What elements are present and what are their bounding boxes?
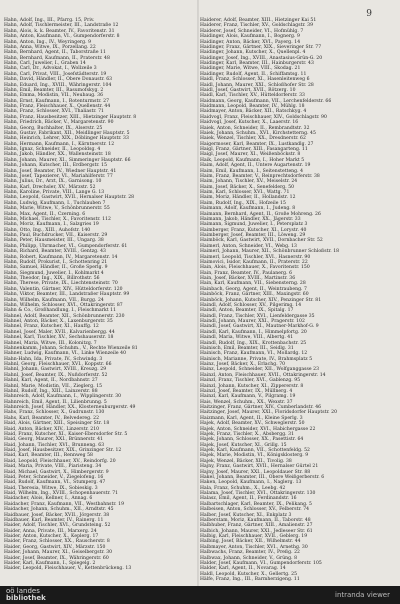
directory-entry: Hahnreich, Emil, Agent, II., Lilienbrunng. 5 xyxy=(4,399,107,405)
directory-entry: Haider, Anna, Private, III., Marxerg. 24 xyxy=(4,528,97,534)
directory-entry: Haim, Moriz, Händler, II., Hollandstr. 12 xyxy=(200,195,296,201)
directory-entry: Haigl, Franz, Gärtner, XIII., Fasangarteng. 11 xyxy=(200,147,308,152)
directory-entry: Hahn, Samuel, Händler, II., Große Sperlg. 9 xyxy=(4,265,108,271)
directory-entry: Hajny, Josef, Maurer, XXI., Leopoldauer Str. 88 xyxy=(200,469,311,475)
directory-entry: Hain, Josef, Bäcker, XVIII., Martinstr. 36 xyxy=(200,276,296,281)
right-column xyxy=(200,18,392,582)
directory-entry: Hahs, Karl, Beamter, IV., Belvedereg. 22 xyxy=(4,415,100,421)
directory-entry: Hahn, Josef, Beamter, IV., Wiedner Hauptstr. 41 xyxy=(4,168,117,174)
directory-entry: Haider, Karl, Kaufmann, I., Spiegelg. 2 xyxy=(4,560,96,566)
directory-entry: Hahn, Ernst, Kaufmann, I., Rotenturmstr. 27 xyxy=(4,98,110,104)
directory-entry: Halama, Josef, Tischler, XVI., Ottakringerstr. 130 xyxy=(200,491,316,496)
directory-entry: Haidinger, Karl, Beamter, III., Hainburgerstr. 43 xyxy=(200,61,314,66)
directory-entry: Halbmayer, Anton, Tischler, XVI., Arnethg. 30 xyxy=(200,544,308,550)
directory-entry: Haken, Leopold, Kaufmann, I., Naglerg. 13 xyxy=(200,480,302,486)
directory-entry: Haid, Anton, Bäcker, XIV., Linzerstr. 210 xyxy=(4,426,100,432)
directory-entry: Haimann, Jakob, Händler, XX., Jägerstr. 33 xyxy=(200,216,301,222)
directory-entry: Haider, Anton, Kutscher, X., Keplerg. 17 xyxy=(4,534,99,539)
directory-entry: Haider, Adolf, Tischler, XVI., Grundsteing. 52 xyxy=(4,523,111,529)
directory-entry: Hahn, Bernhard, Kaufmann, II., Praterstr. 48 xyxy=(4,55,110,61)
directory-entry: Halbhuber, Franz, Gärtner, XIII., Amalienstr. 27 xyxy=(200,523,313,529)
directory-entry: Hahn, Leopold, Gastwirt, XVII., Hernalser Hauptstr. 28 xyxy=(4,195,135,201)
directory-entry: Hahn, Robert, Kaufmann, IV., Margaretenstr. 14 xyxy=(4,254,118,260)
directory-entry: Haid, Josef, Hausbesitzer, XIX., Grinzinger Str. 12 xyxy=(4,448,122,453)
directory-entry: Haindl, Karl, Kaufmann, I., Himmelpfortg. 20 xyxy=(200,329,307,335)
directory-entry: Hahn, Heinrich, Lehrer, XIX., Döblinger Hauptstr. 33 xyxy=(4,136,129,142)
directory-entry: Hahn, Franz, Hausbesitzer, XIII., Hietzinger Hauptstr. 8 xyxy=(4,114,137,120)
directory-entry: Hahnl, Marie, Modistin, VII., Zieglerg. 15 xyxy=(4,383,103,389)
directory-entry: Hajek, Wenzel, Bäcker, XII., Tivolig. 38 xyxy=(200,458,292,464)
directory-entry: Haiderer, Adolf, Beamter, XIII., Hietzinger Kai 51 xyxy=(200,18,317,23)
directory-entry: Halder, Karl, Agent, II., Novarag. 14 xyxy=(200,566,286,572)
directory-entry: Hahn, Viktor, Beamter, III., Landstraßer Hauptstr. 99 xyxy=(4,292,130,298)
directory-entry: Hainzl, Josef, Beamter, IX., Müllnerg. 4 xyxy=(200,388,293,394)
directory-entry: Haidacher, Alois, Kellner, I., Annag. 6 xyxy=(4,496,93,502)
directory-entry: Haid, Theresia, Witwe, IX., Sobieskig. 3 xyxy=(4,485,98,491)
directory-entry: Haindl, Anton, Beamter, IX., Spitalg. 17 xyxy=(200,308,294,314)
directory-entry: Haider, Georg, Gastwirt, XIV., Märzstr. 150 xyxy=(4,544,106,550)
directory-entry: Hahnl, Johann, Gastwirt, XVIII., Kreuzg. 29 xyxy=(4,367,107,373)
directory-entry: Haidmann, Leopold, Beamter, IV., Mühlg. 18 xyxy=(200,104,305,109)
directory-entry: Haim, Adolf, Agent, II., Untere Augartenstr. 19 xyxy=(200,163,311,169)
directory-entry: Hahn, Therese, Private, IX., Liechtensteinstr. 70 xyxy=(4,281,118,287)
directory-entry: Halder, Josef, Kaufmann, VI., Gumpendorferstr. 105 xyxy=(200,560,322,566)
directory-entry: Haid, Wilhelm, Ing., XVIII., Schopenhauerstr. 71 xyxy=(4,491,119,496)
directory-entry: Hahn, Siegmund, Juwelier, I., Kohlmarkt 4 xyxy=(4,270,104,276)
directory-entry: Hahn, Bernhard, Agent, II., Taborstraße 11 xyxy=(4,50,106,56)
directory-entry: Halbartschlager, Karl, Beamter, IX., Pelikang. 5 xyxy=(200,501,312,507)
directory-entry: Haiek, Johann, Schuhm., XVI., Kirchstetterng. 45 xyxy=(200,130,316,136)
directory-entry: Haidinger, Johann, Kutscher, X., Quellenpl. 4 xyxy=(200,50,306,56)
directory-entry: Hahn, Wilhelm, Schlosser, XVI., Ottakringerstr. 87 xyxy=(4,302,123,308)
directory-entry: Hahn, Emma, Modistin, VII., Neubaug. 36 xyxy=(4,93,104,99)
directory-entry: Haimberger, Franz, Kutscher, XI., Lorystr. 40 xyxy=(200,227,307,233)
directory-entry: Haidmann, Georg, Kaufmann, VII., Lerchenfelderstr. 66 xyxy=(200,98,332,104)
directory-entry: Hahnel, Franz, Kutscher, XI., Hauffg. 12 xyxy=(4,324,99,330)
directory-entry: Haidl, Josef, Gastwirt, XVII., Rötzerg. 10 xyxy=(200,87,296,93)
directory-entry: Hajek, Adolf, Beamter, XV., Schweglerstr. 50 xyxy=(200,421,305,427)
directory-entry: Hahn, Ludwig, Kaufmann, I., Tuchlauben 7 xyxy=(4,200,106,206)
directory-entry: Haider, Leopold, Fleischhauer, V., Kettenbrückeng. 13 xyxy=(4,566,132,572)
directory-entry: Hahn, Adolf, Tischlermeister, III., Landstraße 12 xyxy=(4,23,119,29)
directory-entry: Hahn, Anna, Witwe, IX., Porzellang. 22 xyxy=(4,44,96,50)
directory-entry: Hahn, David, Händler, II., Obere Donaustr. 63 xyxy=(4,77,113,83)
directory-entry: Haidbauer, Josef, Bäcker, XVII., Jörgerstr. 38 xyxy=(4,512,110,518)
directory-entry: Haidvogl, Josef, Kutscher, X., Laaerstr. 16 xyxy=(200,120,299,126)
directory-entry: Hajny, Franz, Gastwirt, XVII., Hernalser Gürtel 21 xyxy=(200,464,319,470)
directory-entry: Hahn, Valentin, Gärtner, XIV., Hütteldorferstr. 120 xyxy=(4,286,123,292)
directory-entry: Hahnl, Karl, Agent, II., Nordbahnstr. 27 xyxy=(4,378,98,384)
directory-entry: Haider, Johann, Maurer, XI., Geiselbergstr. 30 xyxy=(4,550,113,556)
directory-entry: Haigl, Josef, Maurer, XI., Weißenböckstr. 8 xyxy=(200,152,301,158)
directory-entry: Haimovici, Isidor, Kaufmann, II., Praterstr. 22 xyxy=(200,259,308,265)
directory-entry: Haimann, Bernhard, Agent, II., Große Mohreng. 26 xyxy=(200,211,321,217)
viewer-provider-link[interactable]: intranda viewer xyxy=(335,591,390,599)
directory-entry: Haidinger, Josef, Ing., XVIII., Anastasius-Grün-G. 20 xyxy=(200,55,323,61)
directory-entry: Hahnl, Georg, Fleischhauer, XVI., Koppstr. 66 xyxy=(4,362,112,367)
directory-entry: Hajek, Josef, Kutscher, XI., Grillg. 15 xyxy=(200,442,287,448)
directory-entry: Halbing, Josef, Bäcker, XII., Wilhelmstr. 44 xyxy=(200,539,301,545)
directory-entry: Haim, Rudolf, Ing., XIX., Hofzeile 15 xyxy=(200,200,286,206)
directory-entry: Hainisch, Emil, Beamter, III., Seidlg. 31 xyxy=(200,345,294,351)
directory-entry: Haimerl, Anton, Schneider, VI., Webg. 13 xyxy=(200,243,297,249)
directory-entry: Hahn, Michael, Tischler, X., Favoritenstr. 112 xyxy=(4,216,111,222)
directory-entry: Hahn, Moriz, Kaufmann, I., Salzgries 19 xyxy=(4,222,99,228)
directory-entry: Hala, Franz, Schuhm., X., Leebg. 42 xyxy=(200,485,286,491)
directory-entry: Halbig, Karl, Fleischhauer, XVII., Geblerg. 19 xyxy=(200,534,308,539)
directory-entry: Hahn, Hermann, Kaufmann, I., Kärntnerstr. 12 xyxy=(4,141,115,147)
left-column xyxy=(4,18,196,578)
directory-entry: Hainzl, Karl, Kaufmann, V., Pilgramg. 19 xyxy=(200,394,296,400)
directory-entry: Haiek, Wenzel, Tischler, XX., Dresdnerstr. 62 xyxy=(200,136,306,142)
directory-entry: Haidacher, Johann, Schuhm., XII., Arndtstr. 45 xyxy=(4,507,114,513)
directory-entry: Haizmann, Karl, Agent, II., Kleine Sperlg. 3 xyxy=(200,415,303,421)
directory-entry: Hainböck, Johann, Kutscher, XIV., Penzinger Str. 81 xyxy=(200,297,322,303)
directory-entry: Hahnel, Anton, Bäcker, X., Laxenburgerstr. 35 xyxy=(4,319,113,324)
logo-line-2: bibliothek xyxy=(6,594,46,602)
directory-entry: Hahn, Karl, Drechsler, XV., Märzstr. 52 xyxy=(4,184,96,190)
directory-entry: Haidinger, Alois, Kaufmann, I., Bognerg. 9 xyxy=(200,34,300,40)
directory-entry: Hahn, Marie, Witwe, V., Schönbrunnerstr. 55 xyxy=(4,206,110,212)
directory-entry: Hahn, Emil, Beamter, III., Rasumofskyg. 2 xyxy=(4,87,104,93)
directory-entry: Hahnreich, Adolf, Kaufmann, I., Wipplingerstr. 30 xyxy=(4,394,122,400)
directory-entry: Hahn, Georg, Buchhalter, IX., Alserstr. 25 xyxy=(4,125,103,131)
directory-entry: Hahn, Carl, Privat, VIII., Josefstädterstr. 19 xyxy=(4,71,107,77)
directory-entry: Haindl, Josef, Gastwirt, XI., Mautner-Markhof-G. 9 xyxy=(200,324,319,330)
directory-entry: Haidinger, Rudolf, Agent, II., Schiffamtsg. 11 xyxy=(200,71,307,77)
directory-entry: Haiderer, Josef, Schneider, VI., Hofmühlg. 7 xyxy=(200,28,304,34)
directory-entry: Hahnel, Adolf, Beamter, XII., Schönbrunnerstr. 230 xyxy=(4,313,125,319)
directory-entry: Hahnreich, Josef, Händler, XX., Klosterneuburgerstr. 49 xyxy=(4,405,136,410)
directory-entry: Haid, Maria, Private, VIII., Piaristeng. 34 xyxy=(4,464,102,470)
directory-entry: Hainzl, Johann, Kutscher, XI., Zippererstr. 8 xyxy=(200,383,304,389)
directory-entry: Hajek, Marie, Modistin, VI., Königsklosterg. 9 xyxy=(200,453,309,459)
page-number: 9 xyxy=(366,9,372,19)
directory-entry: Hahn, Eduard, Ing., XVIII., Währingerstr. 104 xyxy=(4,82,112,88)
directory-entry: Hainisch, Marianne, Private, IV., Brahmsplatz 5 xyxy=(200,356,313,362)
directory-entry: Hahn, Max, Agent, II., Czerning. 6 xyxy=(4,211,86,217)
directory-entry: Hahn, Theodor, Ing., XIX., Billrothstr. 56 xyxy=(4,276,100,281)
directory-entry: Hahner, Ludwig, Kaufmann, VI., Linke Wienzeile 40 xyxy=(4,351,127,357)
directory-entry: Hahn, Friedrich, Bäcker, V., Margaretenstr. 90 xyxy=(4,120,114,126)
directory-entry: Haindl, Franz, Tischler, XVI., Lienfeldergasse 35 xyxy=(200,313,315,319)
directory-entry: Hainbach, Georg, Agent, II., Weintraubeng. 7 xyxy=(200,286,307,292)
directory-entry: Haim, Johann, Tischler, XV., Meiselstr. 24 xyxy=(200,179,298,185)
directory-entry: Haid, Rudolf, Kaufmann, VI., Stumperg. 47 xyxy=(4,480,106,486)
directory-entry: Halasz, Emil, Agent, II., Ferdinandstr. 16 xyxy=(200,496,297,502)
directory-entry: Halberstam, Moriz, Kaufmann, II., Taborstr. 48 xyxy=(200,517,311,523)
directory-entry: Hahs, Franz, Schlosser, X., Gudrunstr. 130 xyxy=(4,410,105,416)
directory-entry: Haitzinger, Josef, Maurer, XXI., Floridsdorfer Hauptstr. 20 xyxy=(200,410,338,416)
directory-entry: Haidvogl, Franz, Fleischhauer, XIV., Goldschlagstr. 90 xyxy=(200,114,327,120)
logo-line-1: oö landes xyxy=(6,587,40,595)
directory-entry: Hainz, Josef, Bäcker, X., Erlachg. 70 xyxy=(200,362,286,367)
directory-entry: Haim, Emil, Kaufmann, I., Seitenstetteng. 4 xyxy=(200,168,304,174)
directory-entry: Haidl, Karl, Tischler, XV., Hütteldorferstr. 33 xyxy=(200,93,305,99)
directory-entry: Hakel, Johann, Beamter, III., Obere Weißgerberstr. 6 xyxy=(200,474,325,480)
directory-entry: Hahn, Rudolf, Prokurist, I., Schottenring 21 xyxy=(4,259,108,265)
directory-entry: Hahn, Carl, Juwelier, I., Graben 14 xyxy=(4,61,86,66)
directory-entry: Hahn, Jakob, Händler, XX., Wallensteinstr. 18 xyxy=(4,152,111,158)
directory-entry: Hainzl, Anton, Fleischhauer, XVII., Ottakringerstr. 14 xyxy=(200,372,326,378)
directory-entry: Hahnenkamm, Johann, Schuhm., V., Rechte Wienzeile 81 xyxy=(4,345,138,351)
directory-entry: Haim, Karl, Schlosser, XVI., Wattg. 71 xyxy=(200,190,290,195)
directory-entry: Hahn, Philipp, Uhrmacher, VI., Gumpendorferstr. 61 xyxy=(4,243,128,249)
directory-entry: Hain, Franz, Beamter, IV., Paulanerg. 6 xyxy=(200,270,293,276)
directory-entry: Hain, Alois, Fleischhauer, X., Favoritenstr. 150 xyxy=(200,265,310,271)
directory-entry: Haiderer, Franz, Tischler, XV., Goldschlagstr. 39 xyxy=(200,23,314,29)
directory-entry: Haid, Alois, Gärtner, XIII., Speisinger Str. 18 xyxy=(4,421,110,427)
directory-entry: Haimberger, Josef, Beamter, III., Löweng. 29 xyxy=(200,233,306,238)
directory-entry: Haider, Franz, Schlosser, XX., Rauscherstr. 8 xyxy=(4,539,110,545)
directory-entry: Haid, Leopold, Fleischhauer, XV., Reindorfg. 20 xyxy=(4,458,116,464)
directory-entry: Hahn, Franz, Fleischhauer, X., Quellenstr. 44 xyxy=(4,104,111,109)
directory-entry: Haimböck, Karl, Gastwirt, XVII., Dornbacher Str. 52 xyxy=(200,238,323,244)
directory-entry: Haindl, Maria, Witwe, VIII., Albertg. 41 xyxy=(200,335,294,341)
directory-entry: Haid, Peter, Schneider, V., Ziegelofeng. 16 xyxy=(4,474,104,480)
directory-entry: Hahn, Anton, Ing., IV., Weyringerg. 9 xyxy=(4,39,92,45)
directory-entry: Halbeisen, Anton, Schlosser, XV., Felberstr. 74 xyxy=(200,507,310,513)
directory-entry: Haimerl, Johann, Maurer, XII., Schönbrunner Schloßstr. 18 xyxy=(200,249,340,255)
directory-entry: Hahn, Adolf, Ing., III., Pfarrg. 15, Priv. xyxy=(4,18,95,23)
directory-entry: Hahn, Wilhelm, Kaufmann, VII., Burgg. 24 xyxy=(4,297,104,303)
directory-entry: Hahn, Alois, k. k. Beamter, IV., Favoritenstr. 31 xyxy=(4,28,115,34)
directory-entry: Halbwax, Johann, Schneider, V., Grüng. 8 xyxy=(200,555,298,561)
directory-entry: Haindl, Rudolf, Ing., XIX., Krottenbachstr. 25 xyxy=(200,340,307,346)
directory-entry: Haidinger, Franz, Gärtner, XIX., Sieveringer Str. 77 xyxy=(200,44,322,50)
directory-entry: Hahn, Peter, Hausmeister, III., Ungarg. 38 xyxy=(4,238,104,244)
directory-entry: Hajek, Franz, Tischler, X., Absbergg. 31 xyxy=(200,431,295,437)
directory-entry: Haid, Georg, Maurer, XXI., Brünnerstr. 41 xyxy=(4,437,104,443)
directory-entry: Hahn, Richard, Beamter, XVIII., Gentzg. 43 xyxy=(4,249,107,255)
library-logo[interactable] xyxy=(6,588,46,602)
directory-entry: Haim, Franz, Beamter, V., Reinprechtsdorferstr. 38 xyxy=(200,173,320,179)
directory-entry: Hahnel, Maria, Witwe, III., Kolonitzg. 7 xyxy=(4,340,97,346)
directory-entry: Halber, Josef, Kutscher, XI., Enkplatz 3 xyxy=(200,512,292,518)
viewer-footer xyxy=(0,586,400,604)
directory-entry: Haindl, Johann, Maurer, XXI., Pragerstr. 102 xyxy=(200,319,305,324)
directory-entry: Hahn, Carl, Dr., Advokat, I., Wollzeile 3 xyxy=(4,66,97,72)
directory-entry: Haid, Karl, Beamter, III., Rennweg 58 xyxy=(4,453,93,459)
directory-entry: Hahn, Karoline, Private, VIII., Lange G. 13 xyxy=(4,190,105,195)
directory-entry: Haid, Johann, Tischler, XVI., Brunneng. 63 xyxy=(4,442,105,448)
directory-entry: Haiek, Anton, Schneider, II., Rembrandtstr. 32 xyxy=(200,125,310,131)
directory-entry: Haitzinger, Franz, Gärtner, XIV., Cumberlandstr. 46 xyxy=(200,405,322,410)
directory-entry: Hahn, Johann, Maurer, XI., Simmeringer Hauptstr. 66 xyxy=(4,157,131,163)
directory-entry: Hajek, Anton, Schneider, XVI., Habichergasse 22 xyxy=(200,426,316,432)
directory-entry: Haidmayer, Anton, Bäcker, XII., Ratschkyg. 4 xyxy=(200,109,307,115)
directory-entry: Haim, Josef, Bäcker, X., Senefelderg. 50 xyxy=(200,184,295,190)
directory-entry: Hahnl, Rudolf, Ing., XIII., Lainzerstr. 88 xyxy=(4,388,98,394)
directory-entry: Haidl, Johann, Maurer, XXI., Schloßhofer Str. 28 xyxy=(200,82,314,88)
directory-entry: Haidl, Franz, Schlosser, XI., Hasenleitenweg 6 xyxy=(200,77,310,83)
directory-entry: Hahnel, Karl, Tischler, XV., Sechshauserstr. 18 xyxy=(4,335,114,341)
directory-entry: Hahn, Franz, Schlosser, XVI., Thaliastr. 71 xyxy=(4,109,104,115)
directory-entry: Hain, Karl, Kaufmann, VII., Siebensterng. 28 xyxy=(200,281,306,287)
directory-entry: Hainzl, Franz, Tischler, XVI., Gablenzg. 95 xyxy=(200,378,301,384)
directory-entry: Hainisch, Franz, Kaufmann, VI., Mollardg. 12 xyxy=(200,351,308,357)
directory-entry: Haid, Michael, Gastwirt, X., Himbergerstr. 9 xyxy=(4,469,109,475)
directory-entry: Haider, Josef, Beamter, IX., Währingerstr. 60 xyxy=(4,555,109,561)
directory-entry: Hahn, Johann, Kutscher, III., Erdbergstr. 15 xyxy=(4,163,108,169)
directory-entry: Halbich, Johann, Maurer, XXI., Jedleseer Str. 61 xyxy=(200,528,313,534)
directory-entry: Haimerl, Leopold, Tischler, XVI., Hasnerstr. 90 xyxy=(200,254,311,260)
directory-entry: Hahn & Co., Großhandlung, I., Fleischmarkt 11 xyxy=(4,308,117,314)
directory-entry: Haid, Franz, Kutscher, XI., Kaiser-Ebersdorfer Str. 5 xyxy=(4,431,128,437)
page-fold xyxy=(197,0,199,586)
directory-entry: Haldl, Leopold, Kutscher, X., Gellertg. 25 xyxy=(200,571,298,577)
directory-entry: Halbwachs, Franz, Beamter, IV., Preßg. 22 xyxy=(200,550,300,556)
directory-entry: Hajek, Johann, Schlosser, XX., Pasettistr. 64 xyxy=(200,437,304,443)
directory-entry: Hahn, Anton, Kaufmann, VI., Gumpendorferstr. 8 xyxy=(4,34,120,40)
directory-entry: Hahn, Ignaz, Schneider, II., Leopoldsg. 4 xyxy=(4,147,101,152)
directory-entry: Haindl, Adolf, Schlosser, XV., Pilgerimg. 14 xyxy=(200,302,302,308)
directory-entry: Hälfe, Franz, Ing., III., Barmherzigeng. 11 xyxy=(200,577,300,582)
directory-entry: Hahn-Hahn, Ida, Private, IV., Schwindg. 3 xyxy=(4,356,103,362)
directory-entry: Hainböck, Franz, Gärtner, XIII., Maxingstr. 60 xyxy=(200,292,309,298)
directory-entry: Haimann, Adolf, Kaufmann, I., Judeng. 8 xyxy=(200,206,296,212)
directory-entry: Hahnel, Josef, Maler, XVII., Kalvarienbergg. 44 xyxy=(4,329,115,335)
directory-entry: Hahn, Paul, Buchdrucker, VII., Kaiserstr. 29 xyxy=(4,233,108,238)
directory-entry: Hahn, Julius, Dr., Arzt, IX., Garnisong. 10 xyxy=(4,179,102,185)
directory-entry: Hainz, Leopold, Schneider, XII., Wolfganggasse 23 xyxy=(200,367,320,373)
directory-entry: Hahn, Otto, Ing., XIII., Auhofstr. 140 xyxy=(4,227,91,233)
directory-entry: Hahn, Josef, Tapezierer, VI., Mariahilferstr. 77 xyxy=(4,173,113,179)
directory-entry: Haimann, Sigmund, Juwelier, I., Petersplatz 3 xyxy=(200,222,308,228)
directory-entry: Haigermoser, Karl, Beamter, IX., Lustkandlg. 27 xyxy=(200,141,314,147)
directory-entry: Hahn, Gustav, Fabrikant, XII., Meidlinger Hauptstr. 5 xyxy=(4,130,130,136)
directory-entry: Haik, Leopold, Kaufmann, I., Hoher Markt 5 xyxy=(200,157,305,163)
directory-entry: Haidacher, Franz, Kaufmann, VII., Westbahnstr. 19 xyxy=(4,501,125,507)
directory-entry: Haidbauer, Karl, Beamter, IV., Rainerg. 11 xyxy=(4,517,104,523)
directory-entry: Haidinger, Anton, Bäcker, XVI., Payerg. 14 xyxy=(200,39,301,45)
directory-entry: Hahnl, Josef, Beamter, IX., Nußdorferstr. 52 xyxy=(4,372,108,378)
directory-entry: Hais, Wenzel, Schuhm., XX., Wexstr. 37 xyxy=(200,399,293,405)
directory-entry: Haidinger, Marie, Witwe, VIII., Skodag. 21 xyxy=(200,66,301,72)
directory-entry: Hajek, Karl, Kaufmann, VII., Schottenfeldg. 52 xyxy=(200,448,310,453)
